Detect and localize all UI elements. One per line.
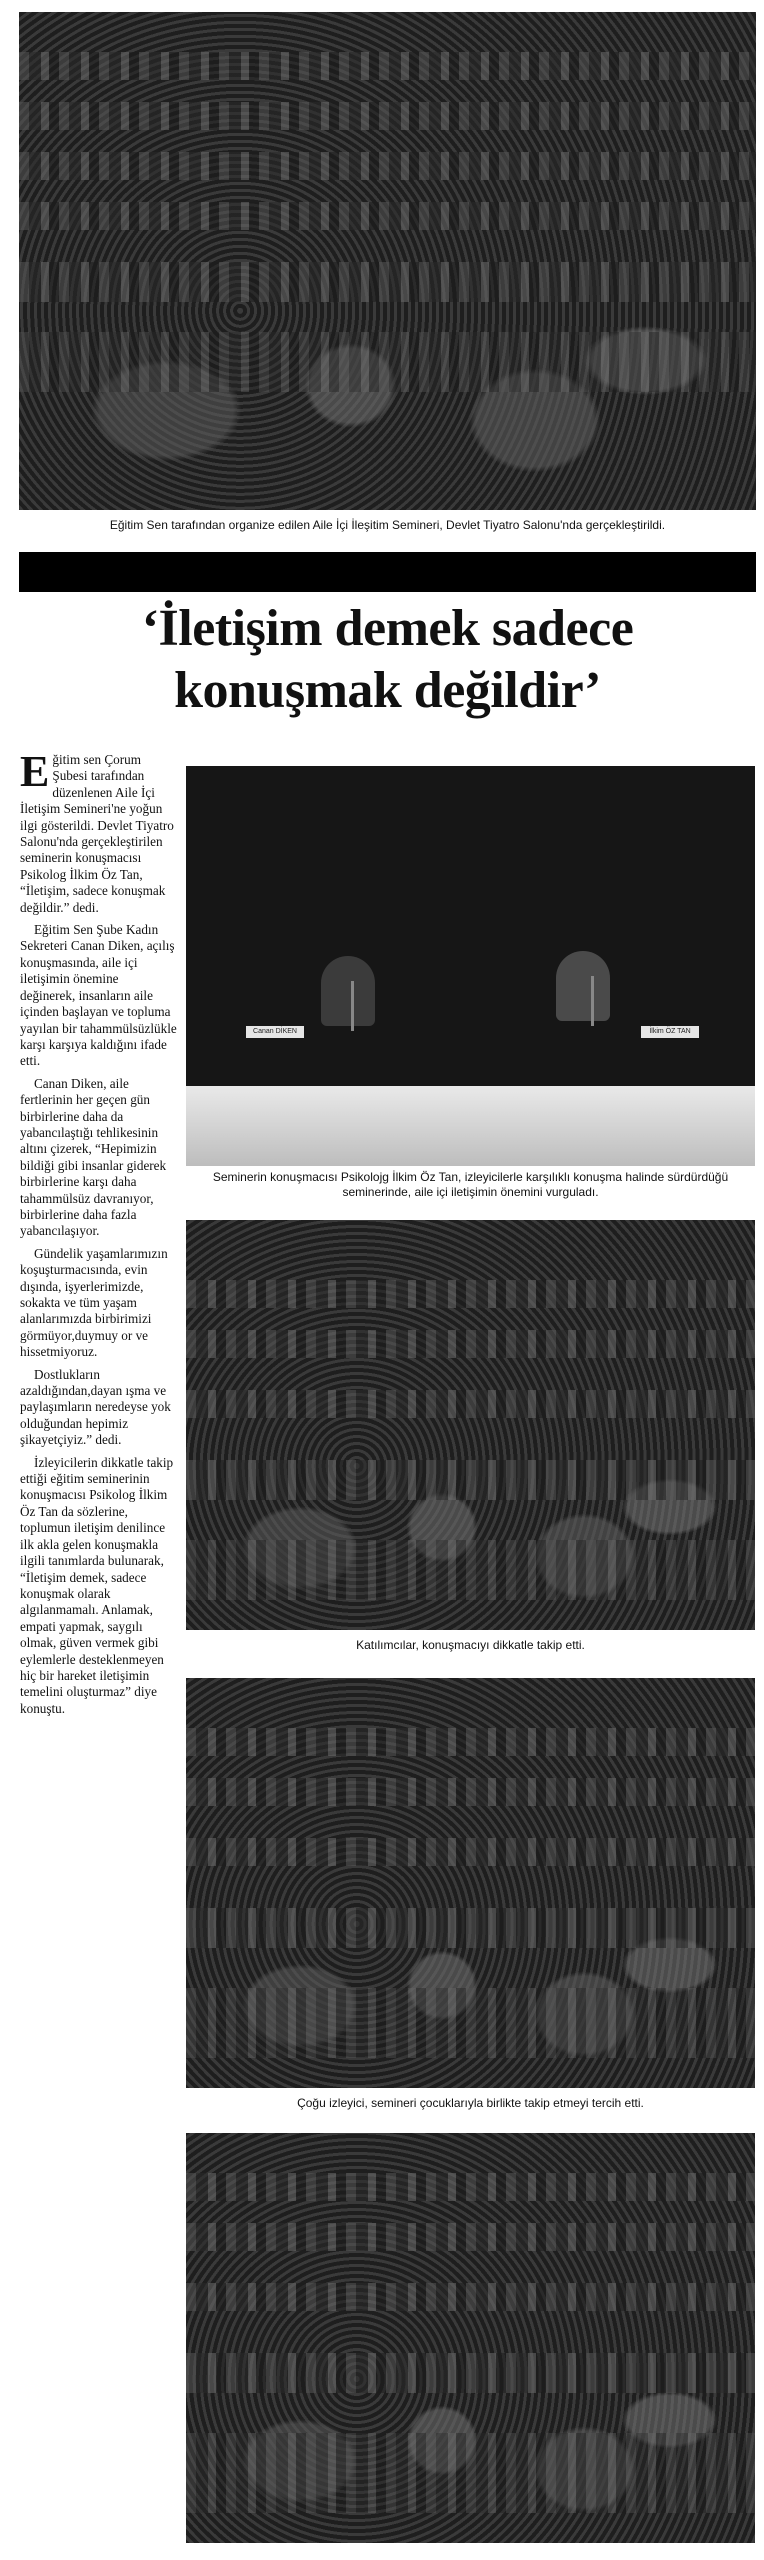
headline-line-1: ‘İletişim demek sadece [141, 600, 634, 657]
audience-photo-1 [186, 1220, 755, 1630]
nameplate-left: Canan DİKEN [246, 1026, 304, 1038]
speaker-right-figure [556, 951, 610, 1021]
article-paragraph-1: Eğitim sen Çorum Şubesi tarafından düzenlenen Aile İçi İletişim Semineri'ne yoğun ilgi gösterildi. Devlet Tiyatro Salonu'nda gerçekleştirilen seminerin konuşmacısı Psikolog İlkim Öz Tan, “İletişim, sadece konuşmak değildir.” dedi. [20, 747, 174, 915]
microphone [591, 976, 594, 1026]
headline-line-2: konuşmak değildir’ [174, 662, 601, 719]
article-paragraph-2: Eğitim Sen Şube Kadın Sekreteri Canan Diken, açılış konuşmasında, aile içi iletişimin önemine değinerek, insanların aile içinden başlayan ve topluma yayılan bir tahammülsüzlükle karşı karşıya kaldığını ifade etti. [20, 922, 177, 1069]
article-paragraph-5: Dostlukların azaldığından,dayan ışma ve paylaşımların neredeyse yok olduğundan hepimiz şikayetçiyiz.” dedi. [20, 1366, 171, 1448]
section-bar [19, 552, 756, 592]
article-paragraph-3: Canan Diken, aile fertlerinin her geçen gün birbirlerine daha da yabancılaştığı tehlikesinin altını çizerek, “Hepimizin bildiği gibi insanlar giderek birbirlerine karşı daha tahammülsüz davranıyor, birbirlerine daha fazla yabancılaşıyor. [20, 1075, 167, 1239]
dropcap: E [20, 747, 50, 796]
audience-photo-1-caption: Katılımcılar, konuşmacıyı dikkatle takip etti. [356, 1638, 585, 1652]
top-audience-photo [19, 12, 756, 510]
audience-photo-3 [186, 2133, 755, 2543]
audience-photo-2 [186, 1678, 755, 2088]
stage-speakers-photo [186, 766, 755, 1166]
article-body [20, 747, 177, 1723]
microphone [351, 981, 354, 1031]
headline [19, 598, 756, 722]
article-paragraph-6: İzleyicilerin dikkatle takip ettiği eğitim seminerinin konuşmacısı Psikolog İlkim Öz Tan da sözlerine, toplumun iletişim denilince ilk akla gelen konuşmakla ilgili tanımlarda bulunarak, “İletişim demek, sadece konuşmak olarak algılanmamalı. Anlamak, empati yapmak, saygılı olmak, güven vermek gibi eylemlerle desteklenmeyen hiç bir hareket iletişimin temelini oluşturmaz” diye konuştu. [20, 1454, 174, 1716]
stage-table [186, 1086, 755, 1166]
speaker-left-figure [321, 956, 375, 1026]
stage-photo-caption: Seminerin konuşmacısı Psikolojg İlkim Öz Tan, izleyicilerle karşılıklı konuşma halinde sürdürdüğü seminerinde, aile içi iletişimin önemini vurguladı. [212, 1170, 729, 1199]
audience-photo-2-caption: Çoğu izleyici, semineri çocuklarıyla birlikte takip etmeyi tercih etti. [297, 2096, 644, 2110]
article-paragraph-4: Gündelik yaşamlarımızın koşuşturmacısında, evin dışında, işyerlerimizde, sokakta ve tüm yaşam alanlarımızda birbirimizi görmüyor,duymuy or ve hissetmiyoruz. [20, 1245, 168, 1360]
top-photo-caption: Eğitim Sen tarafından organize edilen Aile İçi İleşitim Semineri, Devlet Tiyatro Salonu'nda gerçekleştirildi. [109, 518, 666, 532]
nameplate-right: İlkim ÖZ TAN [641, 1026, 699, 1038]
